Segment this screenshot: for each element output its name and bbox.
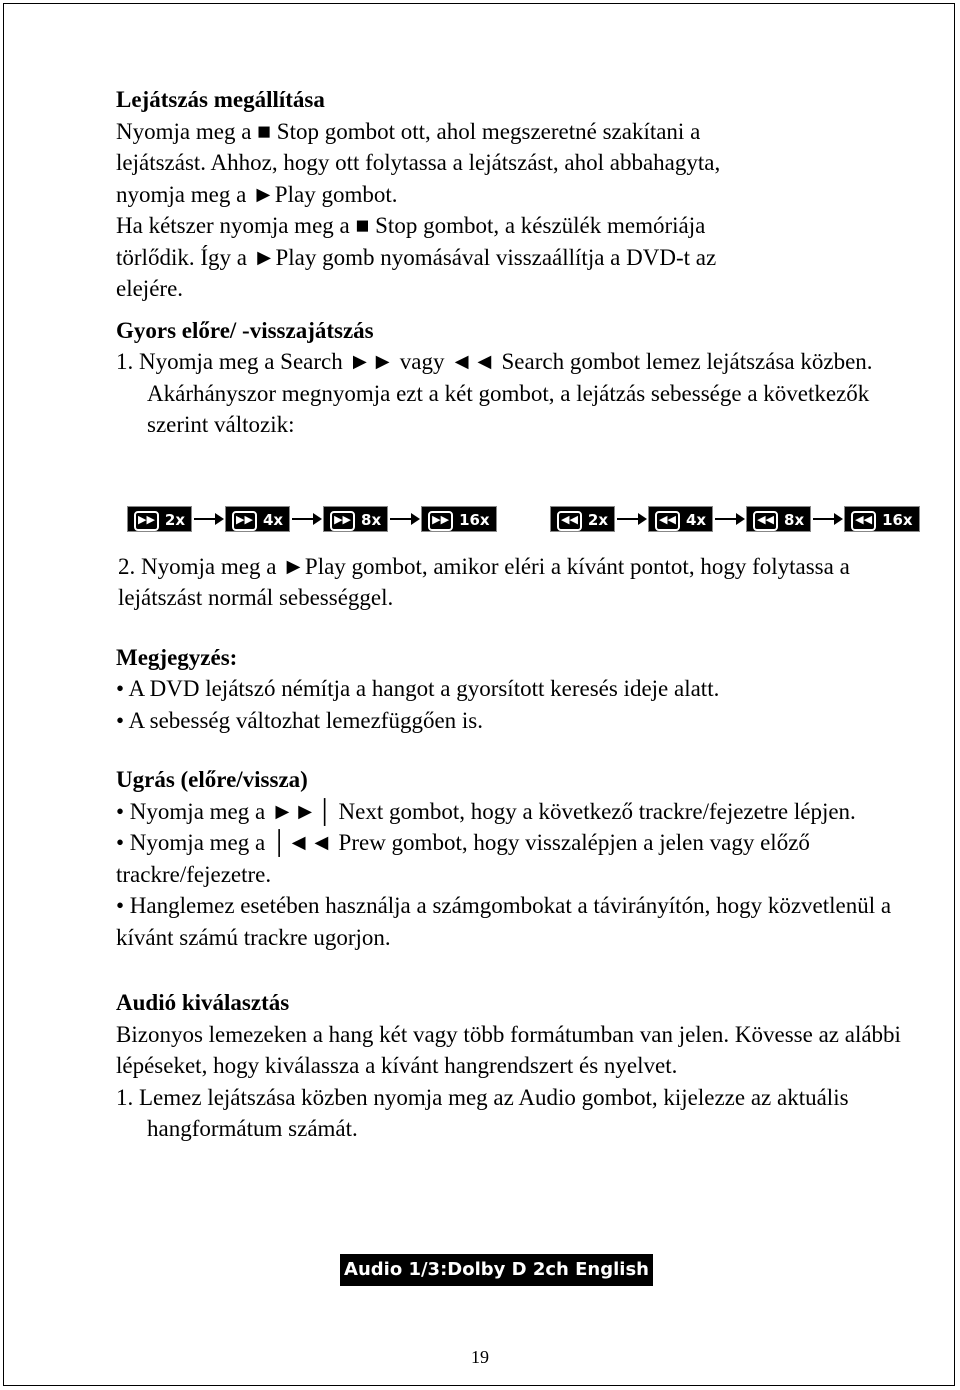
osd-forward-4x: ▶▶ 4x — [225, 506, 290, 532]
audio-paragraph: Bizonyos lemezeken a hang két vagy több formátumban van jelen. Kövesse az alábbi lépéseket, hogy kiválassza a kívánt hangrendszert és nyelvet. — [116, 1021, 901, 1078]
osd-forward-2x: ▶▶ 2x — [127, 506, 192, 532]
stop-line-6: elejére. — [116, 276, 184, 301]
arrow-right-icon — [615, 506, 648, 532]
osd-reverse-8x: ◀◀ 8x — [746, 506, 811, 532]
fast-forward-icon: ▶▶ — [232, 511, 257, 531]
note-bullet-2: • A sebesség változhat lemezfüggően is. — [116, 707, 484, 733]
rewind-icon: ◀◀ — [557, 511, 582, 531]
osd-forward-16x: ▶▶ 16x — [421, 506, 496, 532]
rewind-icon: ◀◀ — [851, 511, 876, 531]
search-step-1: 1. Nyomja meg a Search ►► vagy ◄◄ Search gombot lemez lejátszása közben. Akárhányszor megnyomja ezt a két gombot, a lejátzás sebessége a következők szerint változik: — [116, 349, 873, 437]
audio-osd-display: Audio 1/3:Dolby D 2ch English — [340, 1254, 653, 1286]
heading-note: Megjegyzés: — [116, 644, 238, 670]
osd-reverse-4x: ◀◀ 4x — [648, 506, 713, 532]
stop-line-3: nyomja meg a ►Play gombot. — [116, 181, 398, 207]
fast-forward-icon: ▶▶ — [134, 511, 159, 531]
arrow-right-icon — [388, 506, 421, 532]
osd-reverse-2x: ◀◀ 2x — [550, 506, 615, 532]
stop-line-4: Ha kétszer nyomja meg a ■ Stop gombot, a készülék memóriája — [116, 213, 706, 238]
stop-line-1: Nyomja meg a ■ Stop gombot ott, ahol megszeretné szakítani a — [116, 118, 701, 144]
arrow-right-icon — [713, 506, 746, 532]
arrow-right-icon — [290, 506, 323, 532]
reverse-speed-sequence — [550, 506, 920, 536]
rewind-icon: ◀◀ — [655, 511, 680, 531]
forward-speed-sequence — [127, 506, 497, 536]
arrow-right-icon — [192, 506, 225, 532]
skip-bullet-1: • Nyomja meg a ►►│ Next gombot, hogy a következő trackre/fejezetre lépjen. — [116, 798, 856, 824]
heading-skip: Ugrás (előre/vissza) — [116, 767, 308, 792]
fast-forward-icon: ▶▶ — [330, 511, 355, 531]
arrow-right-icon — [811, 506, 844, 532]
search-step-2: 2. Nyomja meg a ►Play gombot, amikor eléri a kívánt pontot, hogy folytassa a lejátszást normál sebességgel. — [118, 553, 850, 610]
rewind-icon: ◀◀ — [753, 511, 778, 531]
note-bullet-1: • A DVD lejátszó némítja a hangot a gyorsított keresés ideje alatt. — [116, 676, 720, 701]
heading-search: Gyors előre/ -visszajátszás — [116, 317, 374, 343]
heading-audio: Audió kiválasztás — [116, 990, 290, 1015]
fast-forward-icon: ▶▶ — [428, 511, 453, 531]
osd-forward-8x: ▶▶ 8x — [323, 506, 388, 532]
document-body — [116, 84, 906, 1145]
skip-bullet-2: • Nyomja meg a │◄◄ Prew gombot, hogy visszalépjen a jelen vagy előző trackre/fejezetre. — [116, 830, 810, 887]
stop-line-2: lejátszást. Ahhoz, hogy ott folytassa a lejátszást, ahol abbahagyta, — [116, 150, 721, 175]
page-number: 19 — [471, 1347, 489, 1367]
osd-reverse-16x: ◀◀ 16x — [844, 506, 919, 532]
skip-bullet-3: • Hanglemez esetében használja a számgombokat a távirányítón, hogy közvetlenül a kívánt számú trackre ugorjon. — [116, 893, 892, 950]
audio-step-1: 1. Lemez lejátszása közben nyomja meg az Audio gombot, kijelezze az aktuális hangformátum számát. — [116, 1084, 849, 1141]
heading-stop: Lejátszás megállítása — [116, 87, 325, 112]
stop-line-5: törlődik. Így a ►Play gomb nyomásával visszaállítja a DVD-t az — [116, 244, 717, 270]
